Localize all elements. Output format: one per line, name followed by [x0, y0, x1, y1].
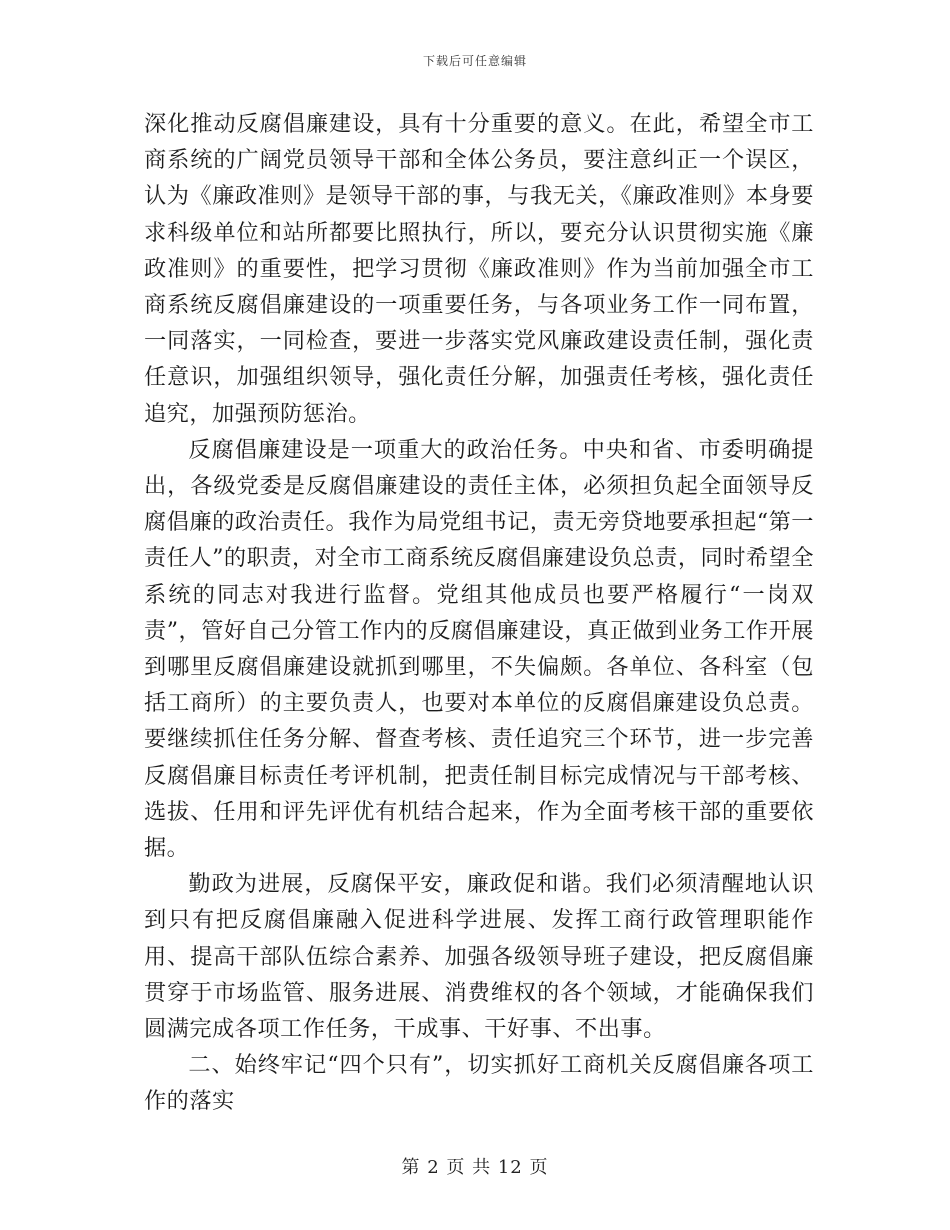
paragraph-continuation: 深化推动反腐倡廉建设，具有十分重要的意义。在此，希望全市工商系统的广阔党员领导干部和全体公务员，要注意纠正一个误区，认为《廉政准则》是领导干部的事，与我无关，《廉政准则》本身要求科级单位和站所都要比照执行，所以，要充分认识贯彻实施《廉政准则》的重要性，把学习贯彻《廉政准则》作为当前加强全市工商系统反腐倡廉建设的一项重要任务，与各项业务工作一同布置，一同落实，一同检查，要进一步落实党风廉政建设责任制，强化责任意识，加强组织领导，强化责任分解，加强责任考核，强化责任追究，加强预防惩治。 [144, 111, 814, 427]
document-body [144, 106, 814, 1120]
paragraph: 勤政为进展，反腐保平安，廉政促和谐。我们必须清醒地认识到只有把反腐倡廉融入促进科学进展、发挥工商行政管理职能作用、提高干部队伍综合素养、加强各级领导班子建设，把反腐倡廉贯穿于市场监管、服务进展、消费维权的各个领域，才能确保我们圆满完成各项工作任务，干成事、干好事、不出事。 [144, 871, 814, 1043]
page-header: 下载后可任意编辑 [422, 54, 527, 68]
paragraph: 反腐倡廉建设是一项重大的政治任务。中央和省、市委明确提出，各级党委是反腐倡廉建设的责任主体，必须担负起全面领导反腐倡廉的政治责任。我作为局党组书记，责无旁贷地要承担起“第一责任人”的职责，对全市工商系统反腐倡廉建设负总责，同时希望全系统的同志对我进行监督。党组其他成员也要严格履行“一岗双责”，管好自己分管工作内的反腐倡廉建设，真正做到业务工作开展到哪里反腐倡廉建设就抓到哪里，不失偏颇。各单位、各科室（包括工商所）的主要负责人，也要对本单位的反腐倡廉建设负总责。要继续抓住任务分解、督查考核、责任追究三个环节，进一步完善反腐倡廉目标责任考评机制，把责任制目标完成情况与干部考核、选拔、任用和评先评优有机结合起来，作为全面考核干部的重要依据。 [144, 436, 814, 862]
section-heading: 二、始终牢记“四个只有”，切实抓好工商机关反腐倡廉各项工作的落实 [144, 1052, 814, 1115]
page-number: 第 2 页 共 12 页 [401, 1157, 549, 1178]
